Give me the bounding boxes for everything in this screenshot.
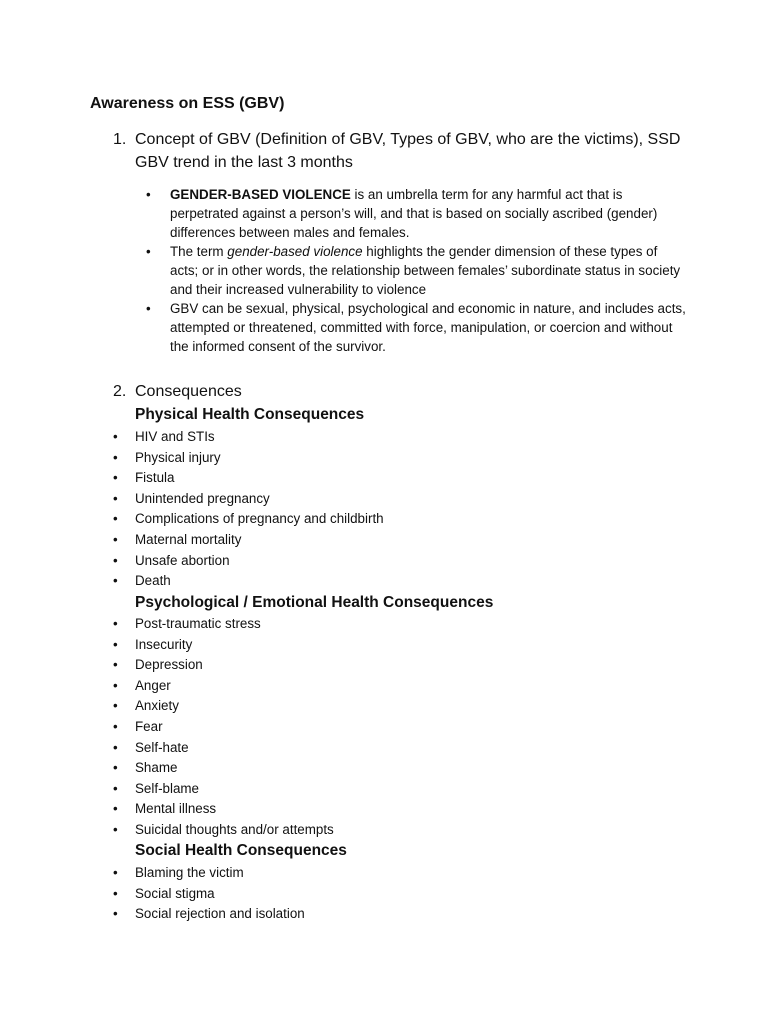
list-item-label: Self-hate xyxy=(135,739,189,755)
list-item-label: Shame xyxy=(135,760,178,776)
psychological-list xyxy=(113,614,513,841)
bullet-icon: • xyxy=(113,821,118,837)
bullet-icon: • xyxy=(113,531,118,547)
list-item xyxy=(146,185,686,242)
list-item-label: Complications of pregnancy and childbirth xyxy=(135,511,384,527)
list-item xyxy=(113,904,513,925)
list-item xyxy=(146,242,686,299)
physical-list xyxy=(113,427,513,592)
psychological-heading: Psychological / Emotional Health Consequences xyxy=(135,594,494,611)
list-item-label: Post-traumatic stress xyxy=(135,616,261,631)
item-text: highlights the gender dimension of these types of acts; or in other words, the relationship between females’ subordinate status in society and their increased vulnerability to violence xyxy=(170,244,681,297)
list-item xyxy=(113,489,513,510)
bullet-icon: • xyxy=(113,470,118,486)
list-item-label: Social rejection and isolation xyxy=(135,906,305,922)
social-heading: Social Health Consequences xyxy=(135,842,347,859)
bullet-icon: • xyxy=(113,552,118,568)
bullet-icon: • xyxy=(113,490,118,506)
item-text: is an umbrella term for any harmful act that is perpetrated against a person’s will, and that is based on socially ascribed (gender) differences between males and females. xyxy=(170,187,658,240)
item-text: GBV can be sexual, physical, psychological and economic in nature, and includes acts, attempted or threatened, committed with force, manipulation, or coercion and without the informed consent of the survivor. xyxy=(170,301,686,354)
list-item-label: Unsafe abortion xyxy=(135,552,230,568)
bullet-icon: • xyxy=(113,801,118,817)
list-item xyxy=(113,758,513,779)
list-item xyxy=(113,655,513,676)
term-bold: GENDER-BASED VIOLENCE xyxy=(170,187,351,202)
bullet-icon: • xyxy=(113,760,118,776)
bullet-icon: • xyxy=(113,573,118,589)
list-item xyxy=(113,571,513,592)
list-item xyxy=(113,779,513,800)
bullet-icon: • xyxy=(146,187,151,202)
list-item xyxy=(113,551,513,572)
bullet-icon: • xyxy=(113,906,118,922)
list-item xyxy=(113,738,513,759)
list-item-label: Mental illness xyxy=(135,801,217,817)
section-number: 1. xyxy=(113,131,127,148)
bullet-icon: • xyxy=(113,636,118,652)
bullet-icon: • xyxy=(113,885,118,901)
list-item xyxy=(113,448,513,469)
list-item-label: Unintended pregnancy xyxy=(135,490,270,506)
bullet-icon: • xyxy=(113,429,118,444)
list-item-label: Suicidal thoughts and/or attempts xyxy=(135,821,334,837)
bullet-icon: • xyxy=(113,718,118,734)
list-item-label: Blaming the victim xyxy=(135,865,244,880)
bullet-icon: • xyxy=(146,244,151,259)
list-item-label: Social stigma xyxy=(135,885,215,901)
gbv-concept-list xyxy=(146,185,686,356)
bullet-icon: • xyxy=(113,865,118,880)
bullet-icon: • xyxy=(146,301,151,316)
list-item xyxy=(113,509,513,530)
item-text-pre: The term xyxy=(170,244,228,259)
list-item xyxy=(113,530,513,551)
list-item-label: Maternal mortality xyxy=(135,531,242,547)
list-item-label: Death xyxy=(135,573,171,589)
social-list xyxy=(113,863,513,925)
list-item-label: Insecurity xyxy=(135,636,193,652)
section-number: 2. xyxy=(113,383,127,400)
bullet-icon: • xyxy=(113,780,118,796)
bullet-icon: • xyxy=(113,677,118,693)
list-item-label: Self-blame xyxy=(135,780,200,796)
bullet-icon: • xyxy=(113,657,118,673)
list-item-label: Fear xyxy=(135,718,163,734)
bullet-icon: • xyxy=(113,449,118,465)
list-item xyxy=(113,717,513,738)
bullet-icon: • xyxy=(113,739,118,755)
physical-heading: Physical Health Consequences xyxy=(135,406,365,423)
bullet-icon: • xyxy=(113,698,118,714)
document-title: Awareness on ESS (GBV) xyxy=(90,95,285,112)
list-item xyxy=(113,863,513,884)
section-heading: Concept of GBV (Definition of GBV, Types of GBV, who are the victims), SSD GBV trend in the last 3 months xyxy=(135,131,681,171)
bullet-icon: • xyxy=(113,511,118,527)
section-heading: Consequences xyxy=(135,383,242,400)
list-item xyxy=(113,635,513,656)
list-item xyxy=(113,614,513,635)
list-item-label: Depression xyxy=(135,657,203,673)
list-item xyxy=(113,676,513,697)
list-item xyxy=(146,299,686,356)
list-item xyxy=(113,820,513,841)
list-item-label: Fistula xyxy=(135,470,175,486)
list-item xyxy=(113,884,513,905)
list-item-label: Anger xyxy=(135,677,171,693)
list-item xyxy=(113,696,513,717)
list-item-label: Anxiety xyxy=(135,698,179,714)
list-item-label: HIV and STIs xyxy=(135,429,215,444)
list-item xyxy=(113,468,513,489)
term-italic: gender-based violence xyxy=(227,244,363,259)
bullet-icon: • xyxy=(113,616,118,631)
list-item-label: Physical injury xyxy=(135,449,221,465)
list-item xyxy=(113,799,513,820)
list-item xyxy=(113,427,513,448)
